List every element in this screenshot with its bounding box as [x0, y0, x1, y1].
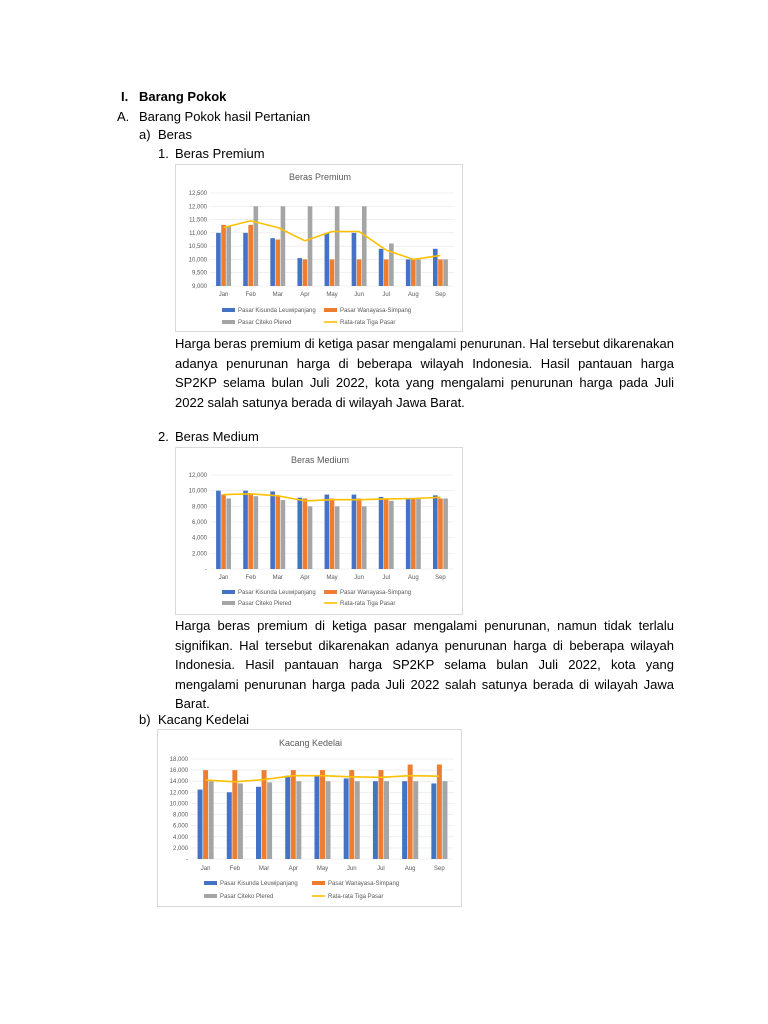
- bar: [355, 781, 360, 859]
- section-a-title: Barang Pokok hasil Pertanian: [139, 109, 311, 124]
- bar: [431, 783, 436, 859]
- bar: [262, 770, 267, 859]
- x-tick-label: Sep: [434, 866, 445, 872]
- bar: [442, 781, 447, 859]
- y-tick-label: 12,000: [188, 204, 207, 211]
- bar: [270, 491, 275, 569]
- bar: [254, 496, 259, 569]
- x-tick-label: Mar: [272, 292, 283, 298]
- legend-swatch: [222, 320, 235, 324]
- x-tick-label: Aug: [407, 575, 419, 581]
- bar: [437, 765, 442, 859]
- bar: [335, 206, 340, 286]
- bar: [389, 243, 394, 286]
- chart-beras-medium-svg: [176, 448, 464, 616]
- x-tick-label: Mar: [272, 575, 283, 581]
- bar: [227, 792, 232, 859]
- x-tick-label: Aug: [407, 292, 419, 298]
- x-tick-label: May: [326, 575, 338, 581]
- item-a2-number: 2.: [158, 429, 169, 444]
- bar: [326, 781, 331, 859]
- bar: [352, 233, 357, 286]
- x-tick-label: Jul: [377, 866, 385, 872]
- y-tick-label: 8,000: [191, 504, 207, 511]
- x-tick-label: Jun: [354, 575, 364, 581]
- bar: [296, 781, 301, 859]
- bar: [406, 499, 411, 570]
- x-tick-label: Feb: [245, 575, 256, 581]
- item-a-number: a): [139, 127, 151, 142]
- bar: [243, 491, 248, 569]
- bar: [281, 500, 286, 569]
- bar: [291, 770, 296, 859]
- bar: [297, 498, 302, 569]
- y-tick-label: 2,000: [191, 551, 207, 558]
- x-tick-label: Feb: [229, 866, 241, 872]
- legend-swatch: [222, 590, 235, 594]
- x-tick-label: Jan: [218, 575, 229, 581]
- legend-swatch: [324, 590, 337, 594]
- bar: [209, 781, 214, 859]
- bar: [335, 506, 340, 569]
- bar: [408, 765, 413, 859]
- bar: [314, 776, 319, 859]
- bar: [389, 501, 394, 569]
- y-tick-label: 11,500: [189, 217, 207, 224]
- y-tick-label: 11,000: [189, 230, 207, 237]
- bar: [232, 770, 237, 859]
- legend-label: Pasar Kisunda Leuwipanjang: [220, 881, 298, 887]
- bar: [357, 259, 362, 286]
- y-tick-label: 10,000: [188, 488, 207, 495]
- bar: [357, 499, 362, 570]
- bar: [275, 496, 280, 569]
- y-tick-label: 4,000: [191, 535, 207, 542]
- bar: [433, 495, 438, 569]
- bar: [402, 781, 407, 859]
- chart-beras-premium-svg: [176, 165, 464, 333]
- bar: [325, 495, 330, 569]
- bar: [416, 259, 421, 286]
- x-tick-label: May: [326, 292, 338, 298]
- legend-swatch: [324, 308, 337, 312]
- legend-swatch: [222, 601, 235, 605]
- bar: [413, 781, 418, 859]
- bar: [406, 259, 411, 286]
- y-tick-label: 6,000: [172, 823, 188, 830]
- bar: [379, 497, 384, 569]
- section-a-number: A.: [117, 109, 130, 124]
- bar: [411, 259, 416, 286]
- legend-swatch: [204, 894, 217, 898]
- y-tick-label: 18,000: [169, 757, 188, 763]
- legend-swatch: [312, 881, 325, 885]
- x-tick-label: Sep: [435, 575, 446, 581]
- chart-beras-premium: [175, 164, 463, 332]
- bar: [285, 776, 290, 859]
- bar: [443, 499, 448, 570]
- heading-number: I.: [121, 89, 129, 104]
- bar: [378, 770, 383, 859]
- bar: [384, 781, 389, 859]
- bar: [198, 790, 203, 859]
- bar: [330, 259, 335, 286]
- bar: [344, 778, 349, 859]
- bar: [325, 233, 330, 286]
- chart-title: Beras Medium: [290, 455, 350, 465]
- bar: [373, 781, 378, 859]
- x-tick-label: Jan: [218, 292, 229, 298]
- bar: [438, 499, 443, 570]
- x-tick-label: Jun: [354, 292, 364, 298]
- chart-kacang-kedelai: [157, 729, 462, 907]
- bar: [443, 259, 448, 286]
- legend-label: Pasar Wanayasa-Simpang: [340, 590, 412, 596]
- chart-kacang-kedelai-svg: [158, 730, 463, 908]
- bar: [203, 770, 208, 859]
- bar: [221, 495, 226, 569]
- x-tick-label: Sep: [435, 292, 446, 298]
- legend-label: Rata-rata Tiga Pasar: [340, 320, 396, 326]
- y-tick-label: -: [186, 857, 188, 863]
- bar: [352, 495, 357, 569]
- bar: [384, 259, 389, 286]
- x-tick-label: Jul: [382, 292, 391, 298]
- bar: [384, 499, 389, 570]
- legend-label: Pasar Wanayasa-Simpang: [340, 308, 412, 314]
- bar: [362, 206, 367, 286]
- bar: [320, 770, 325, 859]
- legend-label: Rata-rata Tiga Pasar: [340, 601, 396, 607]
- y-tick-label: 14,000: [169, 779, 188, 786]
- bar: [330, 499, 335, 570]
- legend-label: Pasar Citeko Plered: [220, 894, 274, 900]
- bar: [411, 499, 416, 570]
- x-tick-label: Apr: [288, 866, 298, 872]
- bar: [248, 495, 253, 569]
- x-tick-label: Feb: [245, 292, 256, 298]
- chart-title: Beras Premium: [288, 172, 352, 182]
- paragraph-beras-medium: Harga beras premium di ketiga pasar mengalami penurunan, namun tidak terlalu signifikan. Hal tersebut dikarenakan adanya penurunan harga di beberapa wilayah Indonesia. Hasil pantauan harga SP2KP selama bulan Juli 2022, kota yang mengalami penurunan harga pada Juli 2022 salah satunya berada di wilayah Jawa Barat.: [175, 618, 674, 711]
- y-tick-label: 12,000: [169, 790, 188, 797]
- bar: [275, 240, 280, 287]
- y-tick-label: 16,000: [169, 768, 188, 775]
- bar: [267, 782, 272, 859]
- y-tick-label: -: [205, 567, 207, 573]
- y-tick-label: 9,500: [191, 270, 207, 277]
- x-tick-label: Jun: [346, 866, 357, 872]
- bar: [303, 259, 308, 286]
- heading-title: Barang Pokok: [139, 89, 227, 104]
- y-tick-label: 12,000: [188, 473, 207, 479]
- legend-swatch: [204, 881, 217, 885]
- item-a1-number: 1.: [158, 146, 169, 161]
- bar: [416, 499, 421, 570]
- bar: [438, 259, 443, 286]
- bar: [362, 506, 367, 569]
- y-tick-label: 4,000: [172, 834, 188, 841]
- legend-label: Pasar Kisunda Leuwipanjang: [238, 308, 316, 314]
- bar: [256, 787, 261, 859]
- bar: [226, 226, 231, 286]
- x-tick-label: May: [316, 866, 329, 872]
- legend-label: Pasar Kisunda Leuwipanjang: [238, 590, 316, 596]
- x-tick-label: Apr: [300, 575, 310, 581]
- bar: [238, 783, 243, 859]
- legend-swatch: [222, 308, 235, 312]
- x-tick-label: Mar: [258, 866, 270, 872]
- chart-beras-medium: [175, 447, 463, 615]
- item-b-number: b): [139, 712, 151, 727]
- legend-label: Pasar Wanayasa-Simpang: [328, 881, 400, 887]
- legend-label: Rata-rata Tiga Pasar: [328, 894, 384, 900]
- y-tick-label: 2,000: [172, 845, 188, 852]
- legend-label: Pasar Citeko Plered: [238, 601, 292, 607]
- item-b-title: Kacang Kedelai: [158, 712, 250, 727]
- x-tick-label: Jul: [382, 575, 391, 581]
- y-tick-label: 9,000: [191, 284, 207, 290]
- y-tick-label: 12,500: [188, 191, 207, 197]
- chart-title: Kacang Kedelai: [278, 738, 343, 748]
- bar: [433, 249, 438, 286]
- x-tick-label: Apr: [300, 292, 310, 298]
- x-tick-label: Aug: [404, 866, 416, 872]
- bar: [303, 499, 308, 570]
- item-a-title: Beras: [158, 127, 192, 142]
- y-tick-label: 10,000: [188, 257, 207, 264]
- y-tick-label: 8,000: [172, 812, 188, 819]
- item-a2-title: Beras Medium: [175, 429, 259, 444]
- item-a1-title: Beras Premium: [175, 146, 265, 161]
- bar: [221, 225, 226, 286]
- bar: [297, 258, 302, 286]
- bar: [248, 225, 253, 286]
- bar: [281, 206, 286, 286]
- y-tick-label: 10,000: [169, 801, 188, 808]
- bar: [270, 238, 275, 286]
- bar: [216, 491, 221, 569]
- legend-label: Pasar Citeko Plered: [238, 320, 292, 326]
- bar: [308, 206, 313, 286]
- bar: [216, 233, 221, 286]
- bar: [349, 770, 354, 859]
- y-tick-label: 10,500: [188, 244, 207, 251]
- bar: [243, 233, 248, 286]
- bar: [254, 206, 259, 286]
- paragraph-beras-premium: Harga beras premium di ketiga pasar mengalami penurunan. Hal tersebut dikarenakan adanya penurunan harga di beberapa wilayah Indonesia. Hasil pantauan harga SP2KP selama bulan Juli 2022, kota yang mengalami penurunan harga pada Juli 2022 salah satunya berada di wilayah Jawa Barat.: [175, 336, 674, 410]
- x-tick-label: Jan: [200, 866, 211, 872]
- y-tick-label: 6,000: [191, 520, 207, 526]
- bar: [226, 499, 231, 570]
- bar: [308, 506, 313, 569]
- bar: [379, 249, 384, 286]
